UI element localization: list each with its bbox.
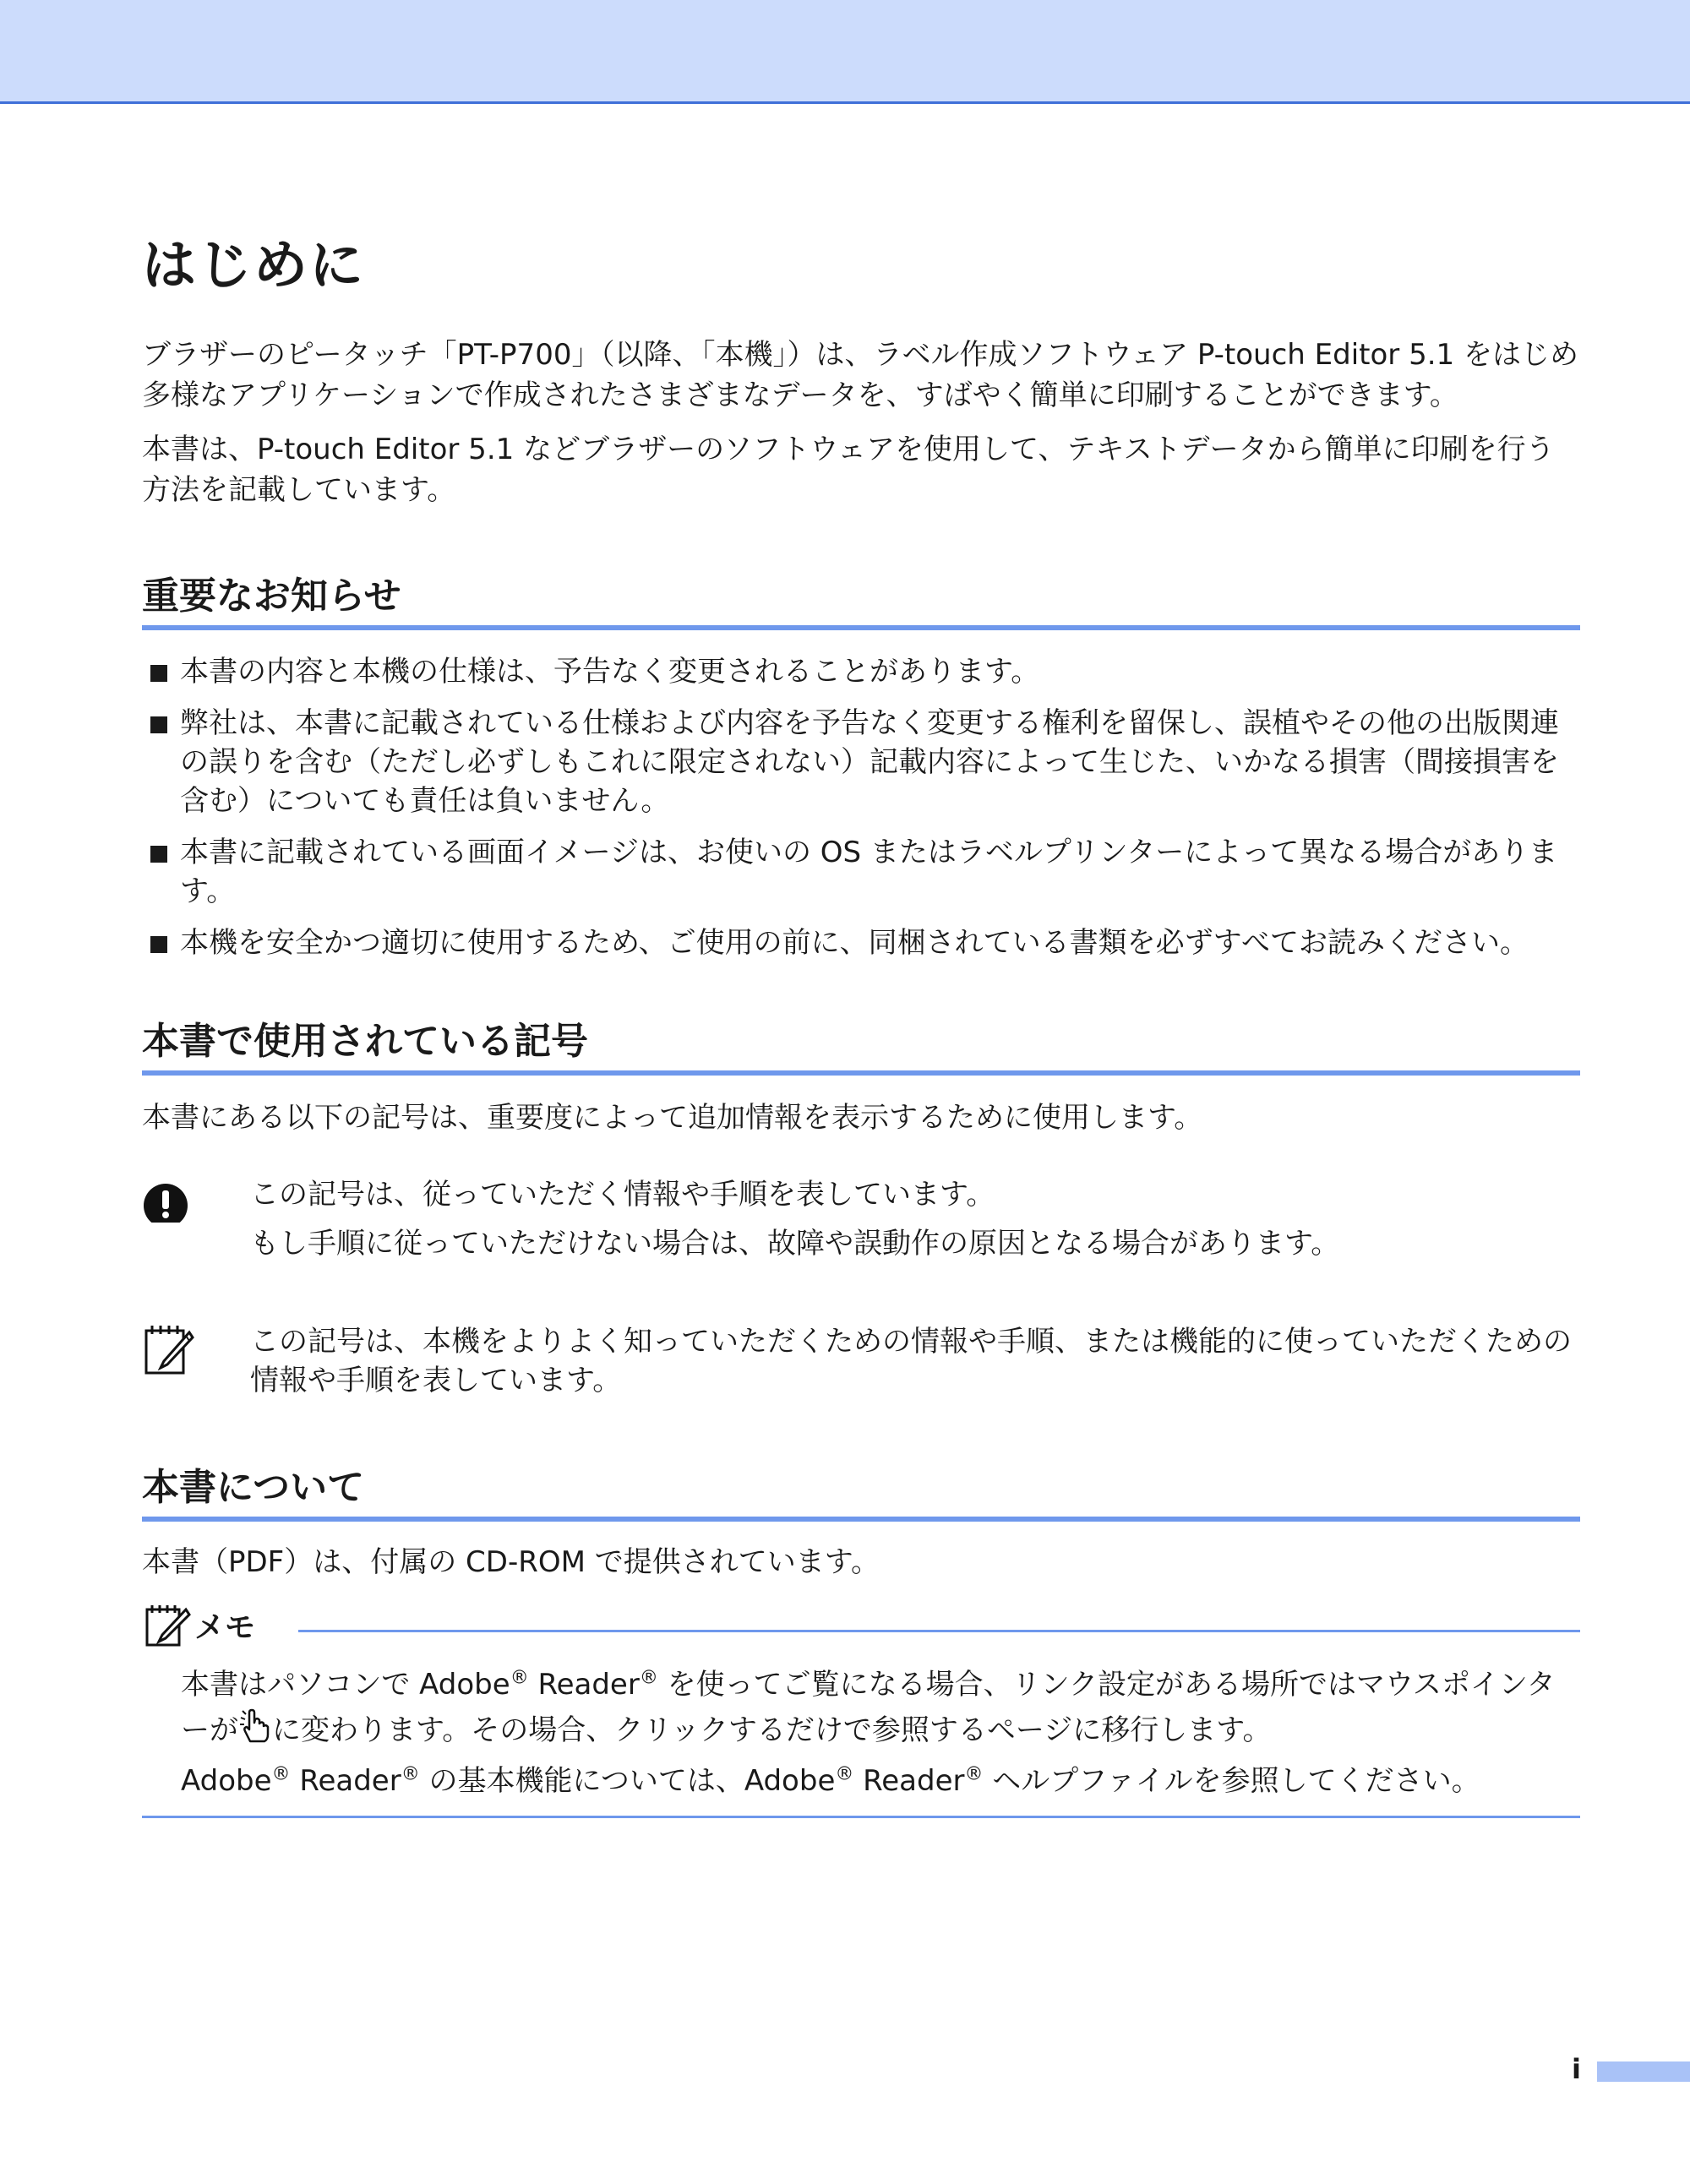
registered-mark: ® [401, 1764, 420, 1786]
exclamation-icon [142, 1175, 189, 1226]
notice-item: 弊社は、本書に記載されている仕様および内容を予告なく変更する権利を留保し、誤植やその他の出版関連の誤りを含む（ただし必ずしもこれに限定されない）記載内容によって生じた、いかなる損害（間接損害を含む）についても責任は負いません。 [142, 704, 1580, 820]
memo-header [142, 1603, 1580, 1653]
memo-note-icon [142, 1322, 194, 1381]
memo-body [142, 1653, 1580, 1818]
symbols-heading: 本書で使用されている記号 [142, 1016, 1580, 1076]
memo-box [142, 1603, 1580, 1818]
registered-mark: ® [271, 1764, 291, 1786]
memo-text: 本書はパソコンで Adobe [181, 1668, 510, 1702]
memo-text: Adobe [181, 1764, 272, 1799]
memo-paragraph-1 [181, 1662, 1580, 1758]
page-tab [1597, 2061, 1690, 2082]
about-text: 本書（PDF）は、付属の CD-ROM で提供されています。 [142, 1545, 880, 1580]
important-symbol-line-1: この記号は、従っていただく情報や手順を表しています。 [250, 1178, 995, 1212]
memo-divider [298, 1630, 1580, 1632]
important-symbol-row [142, 1175, 1580, 1263]
registered-mark: ® [835, 1764, 854, 1786]
about-heading: 本書について [142, 1462, 1580, 1522]
memo-text: Reader [290, 1764, 401, 1799]
important-notice-heading: 重要なお知らせ [142, 571, 1580, 630]
notice-item: 本書に記載されている画面イメージは、お使いの OS またはラベルプリンターによって異なる場合があります。 [142, 833, 1580, 911]
page-title: はじめに [142, 235, 365, 297]
intro-paragraph-1: ブラザーのピータッチ「PT-P700」（以降、「本機」）は、ラベル作成ソフトウェア P-touch Editor 5.1 をはじめ多様なアプリケーションで作成されたさまざまなデータを、すばやく簡単に印刷することができます。 [142, 338, 1578, 413]
note-symbol-text: この記号は、本機をよりよく知っていただくための情報や手順、または機能的に使っていただくための情報や手順を表しています。 [250, 1325, 1572, 1398]
note-symbol-row [142, 1322, 1580, 1403]
memo-text: Reader [853, 1764, 965, 1799]
symbols-intro: 本書にある以下の記号は、重要度によって追加情報を表示するために使用します。 [142, 1101, 1203, 1136]
memo-text: に変わります。その場合、クリックするだけで参照するページに移行します。 [272, 1713, 1272, 1748]
memo-text: ヘルプファイルを参照してください。 [983, 1764, 1480, 1799]
hand-pointer-icon [238, 1707, 272, 1758]
registered-mark: ® [964, 1764, 984, 1786]
header-band [0, 0, 1690, 104]
important-notice-list [142, 652, 1580, 962]
memo-paragraph-2 [181, 1758, 1580, 1804]
memo-note-icon [144, 1603, 191, 1652]
memo-label: メモ [194, 1610, 256, 1646]
registered-mark: ® [510, 1668, 529, 1690]
notice-item: 本機を安全かつ適切に使用するため、ご使用の前に、同梱されている書類を必ずすべてお読みください。 [142, 923, 1580, 962]
memo-text: の基本機能については、Adobe [419, 1764, 836, 1799]
intro-paragraph-2: 本書は、P-touch Editor 5.1 などブラザーのソフトウェアを使用して、テキストデータから簡単に印刷を行う方法を記載しています。 [142, 433, 1555, 508]
memo-text: Reader [528, 1668, 640, 1702]
page-number: i [1572, 2053, 1581, 2085]
memo-text: を使ってご覧になる場合、リンク設定がある場所ではマウスポインターが [181, 1668, 1556, 1748]
notice-item: 本書の内容と本機の仕様は、予告なく変更されることがあります。 [142, 652, 1580, 691]
registered-mark: ® [639, 1668, 658, 1690]
page-content [142, 237, 1580, 1818]
important-symbol-line-2: もし手順に従っていただけない場合は、故障や誤動作の原因となる場合があります。 [250, 1227, 1340, 1261]
